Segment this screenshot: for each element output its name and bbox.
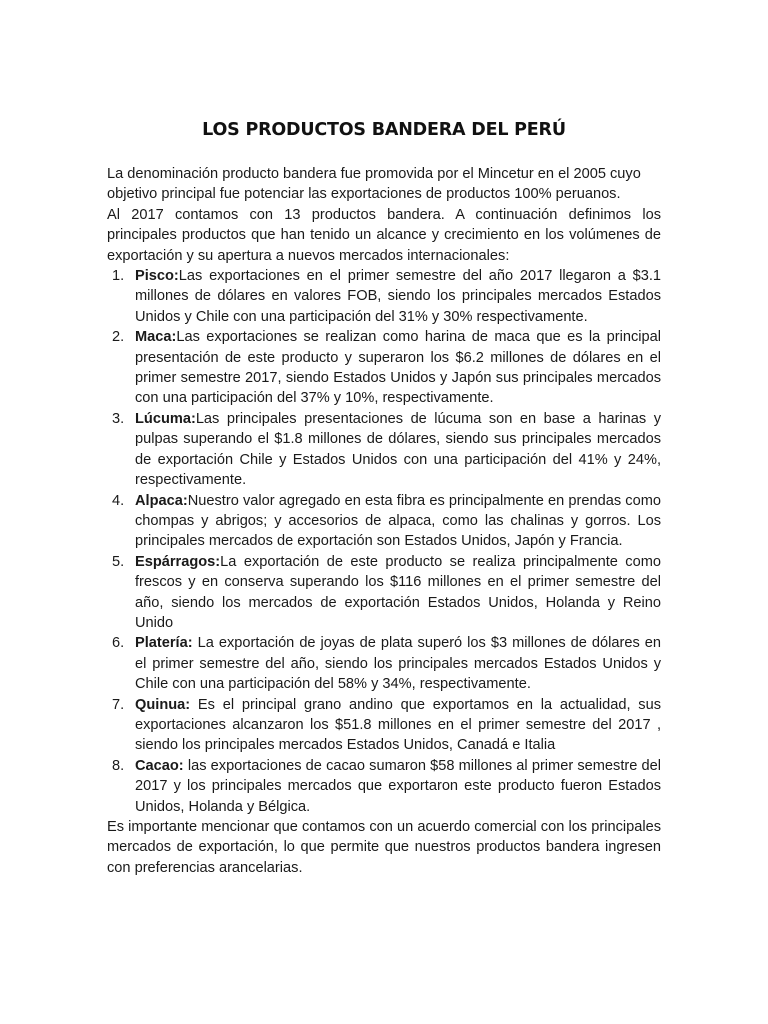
- list-item-number: 2.: [112, 329, 125, 346]
- list-item-number: 1.: [112, 268, 125, 285]
- product-description: Las principales presentaciones de lúcuma son en base a harinas y pulpas superando el $1.8 millones de dólares, siendo sus principales mercados de exportación Chile y Estados Unidos con una participación del 41% y 24%, respectivamente.: [135, 410, 661, 489]
- list-item-number: 6.: [112, 635, 125, 652]
- product-description: La exportación de joyas de plata superó los $3 millones de dólares en el primer semestre del año, siendo los principales mercados Estados Unidos y Chile con una participación del 58% y 34%, respectivamente.: [135, 635, 661, 693]
- product-name: Lúcuma:: [135, 410, 196, 427]
- intro-paragraph-1: La denominación producto bandera fue promovida por el Mincetur en el 2005 cuyo objetivo principal fue potenciar las exportaciones de productos 100% peruanos.: [107, 166, 641, 203]
- list-item-number: 3.: [112, 410, 125, 427]
- intro-paragraph-2: Al 2017 contamos con 13 productos bandera. A continuación definimos los principales productos que han tenido un alcance y crecimiento en los volúmenes de exportación y su apertura a nuevos mercados internacionales:: [107, 206, 661, 264]
- list-item-number: 5.: [112, 553, 125, 570]
- product-name: Quinua:: [135, 696, 191, 713]
- product-description: La exportación de este producto se realiza principalmente como frescos y en conserva superando los $116 millones en el primer semestre del año, siendo los mercados de exportación Estados Unidos, Holanda y Reino Unido: [135, 553, 661, 631]
- list-item: [107, 327, 661, 409]
- document-page: [107, 118, 661, 878]
- list-item: [107, 409, 661, 491]
- product-name: Maca:: [135, 329, 177, 346]
- product-name: Alpaca:: [135, 492, 188, 509]
- product-description: Nuestro valor agregado en esta fibra es principalmente en prendas como chompas y abrigos; y accesorios de alpaca, como las chalinas y gorros. Los principales mercados de exportación son Estados Unidos, Japón y Francia.: [135, 492, 661, 550]
- product-name: Platería:: [135, 635, 193, 652]
- list-item: [107, 491, 661, 552]
- list-item: [107, 266, 661, 327]
- product-description: Es el principal grano andino que exportamos en la actualidad, sus exportaciones alcanzaron los $51.8 millones en el primer semestre del 2017 , siendo los principales mercados Estados Unidos, Canadá e Italia: [135, 696, 661, 754]
- list-item-number: 7.: [112, 696, 125, 713]
- list-item: [107, 633, 661, 694]
- product-name: Cacao:: [135, 757, 184, 774]
- list-item: [107, 695, 661, 756]
- list-item-number: 8.: [112, 757, 125, 774]
- product-description: las exportaciones de cacao sumaron $58 millones al primer semestre del 2017 y los principales mercados que exportaron este producto fueron Estados Unidos, Holanda y Bélgica.: [135, 757, 661, 815]
- product-name: Pisco:: [135, 268, 179, 285]
- product-description: Las exportaciones se realizan como harina de maca que es la principal presentación de este producto y superaron los $6.2 millones de dólares en el primer semestre 2017, siendo Estados Unidos y Japón sus principales mercados con una participación del 37% y 10%, respectivamente.: [135, 329, 661, 407]
- product-description: Las exportaciones en el primer semestre del año 2017 llegaron a $3.1 millones de dólares en valores FOB, siendo los principales mercados Estados Unidos y Chile con una participación del 31% y 30% respectivamente.: [135, 268, 661, 325]
- document-title: LOS PRODUCTOS BANDERA DEL PERÚ: [202, 120, 566, 140]
- closing-paragraph: Es importante mencionar que contamos con un acuerdo comercial con los principales mercados de exportación, lo que permite que nuestros productos bandera ingresen con preferencias arancelarias.: [107, 819, 661, 876]
- products-list: [107, 266, 661, 817]
- product-name: Espárragos:: [135, 553, 221, 570]
- list-item-number: 4.: [112, 492, 125, 509]
- list-item: [107, 552, 661, 634]
- list-item: [107, 756, 661, 817]
